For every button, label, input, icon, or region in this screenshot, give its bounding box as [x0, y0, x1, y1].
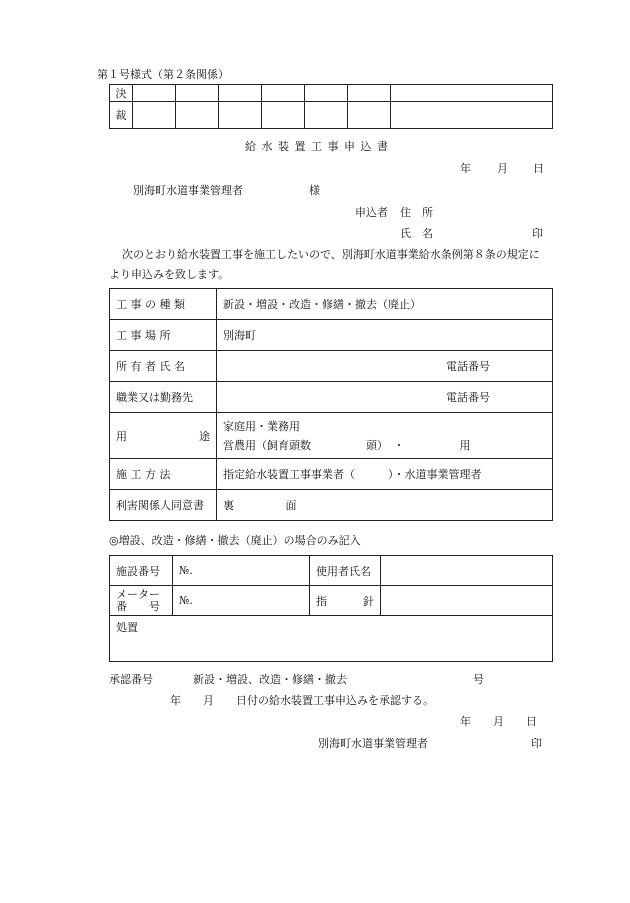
row-value: 指定給水装置工事事業者（ ）・水道事業管理者 — [217, 459, 553, 490]
meter-label-1: メーター — [116, 587, 160, 601]
row-label: 利害関係人同意書 — [110, 490, 217, 521]
table-row — [110, 413, 553, 459]
approval-types: 新設・増設、改造・修繕・撤去 — [193, 673, 347, 686]
stamp-cell — [391, 85, 553, 102]
body-text-line1: 次のとおり給水装置工事を施工したいので、別海町水道事業給水条例第８条の規定に — [122, 248, 540, 261]
row-label: 所 有 者 氏 名 — [110, 351, 217, 382]
addressee-honorific: 様 — [309, 184, 320, 197]
applicant-address-label: 住 所 — [400, 206, 433, 219]
approval-stamp-box — [109, 84, 553, 129]
stamp-cell — [176, 102, 219, 129]
document-title: 給 水 装 置 工 事 申 込 書 — [245, 140, 389, 153]
date-day: 日 — [533, 162, 544, 175]
stamp-label-2: 裁 — [110, 102, 133, 129]
applicant-label: 申込者 — [355, 206, 388, 219]
table-row — [110, 556, 553, 586]
table-row — [110, 490, 553, 521]
row-label: 工 事 場 所 — [110, 320, 217, 351]
form-header: 第１号様式（第２条関係） — [97, 68, 229, 81]
stamp-label-1: 決 — [110, 85, 133, 102]
meter-value: №. — [173, 586, 310, 616]
needle-label — [310, 586, 381, 616]
approval-seal: 印 — [531, 737, 542, 750]
stamp-cell — [262, 102, 305, 129]
stamp-cell — [133, 102, 176, 129]
usage-line2: 営農用（飼育頭数 頭） ・ 用 — [223, 438, 471, 452]
row-label — [110, 413, 217, 459]
stamp-cell — [133, 85, 176, 102]
phone-label: 電話番号 — [446, 391, 490, 404]
phone-label: 電話番号 — [446, 360, 490, 373]
row-value — [217, 413, 553, 459]
table-row — [110, 320, 553, 351]
application-table — [109, 288, 553, 521]
date-year: 年 — [460, 162, 471, 175]
stamp-cell — [348, 85, 391, 102]
meter-label — [110, 586, 173, 616]
addressee-name: 別海町水道事業管理者 — [133, 184, 243, 197]
usage-line1: 家庭用・業務用 — [223, 419, 300, 433]
row-value — [217, 382, 553, 413]
stamp-cell — [262, 85, 305, 102]
table-row — [110, 351, 553, 382]
table-row — [110, 586, 553, 616]
row-label: 施 工 方 法 — [110, 459, 217, 490]
table-row — [110, 616, 553, 662]
table-row — [110, 289, 553, 320]
needle-label-b: 針 — [363, 594, 374, 608]
note: ◎増設、改造・修繕・撤去（廃止）の場合のみ記入 — [109, 534, 361, 547]
back-side-b: 面 — [285, 499, 297, 512]
stamp-cell — [219, 102, 262, 129]
stamp-cell — [305, 85, 348, 102]
date-month: 月 — [497, 162, 508, 175]
usage-label-b: 途 — [199, 429, 210, 443]
approval-statement: 年 月 日付の給水装置工事申込みを承認する。 — [170, 694, 434, 707]
existing-facility-table — [109, 555, 553, 662]
row-value — [217, 351, 553, 382]
row-value: 別海町 — [217, 320, 553, 351]
row-label: 工 事 の 種 類 — [110, 289, 217, 320]
approval-date: 年 月 日 — [460, 715, 537, 728]
user-name-value — [381, 556, 553, 586]
stamp-cell — [391, 102, 553, 129]
user-name-label: 使用者氏名 — [310, 556, 381, 586]
body-text-line2: より申込みを致します。 — [109, 268, 230, 281]
applicant-seal: 印 — [532, 227, 543, 240]
disposal-label: 処置 — [110, 616, 553, 662]
stamp-cell — [219, 85, 262, 102]
applicant-name-label: 氏 名 — [400, 227, 433, 240]
row-value — [217, 490, 553, 521]
approval-go: 号 — [473, 673, 484, 686]
stamp-cell — [176, 85, 219, 102]
back-side-a: 裏 — [223, 499, 234, 512]
needle-value — [381, 586, 553, 616]
needle-label-a: 指 — [316, 594, 327, 608]
stamp-cell — [348, 102, 391, 129]
facility-no-label: 施設番号 — [110, 556, 173, 586]
meter-label-2: 番 号 — [116, 599, 160, 613]
table-row — [110, 459, 553, 490]
row-label: 職業又は勤務先 — [110, 382, 217, 413]
stamp-cell — [305, 102, 348, 129]
table-row — [110, 382, 553, 413]
approval-manager: 別海町水道事業管理者 — [318, 737, 428, 750]
facility-no-value: №. — [173, 556, 310, 586]
approval-number-label: 承認番号 — [109, 673, 153, 686]
usage-label-a: 用 — [116, 429, 127, 443]
row-value: 新設・増設・改造・修繕・撤去（廃止） — [217, 289, 553, 320]
